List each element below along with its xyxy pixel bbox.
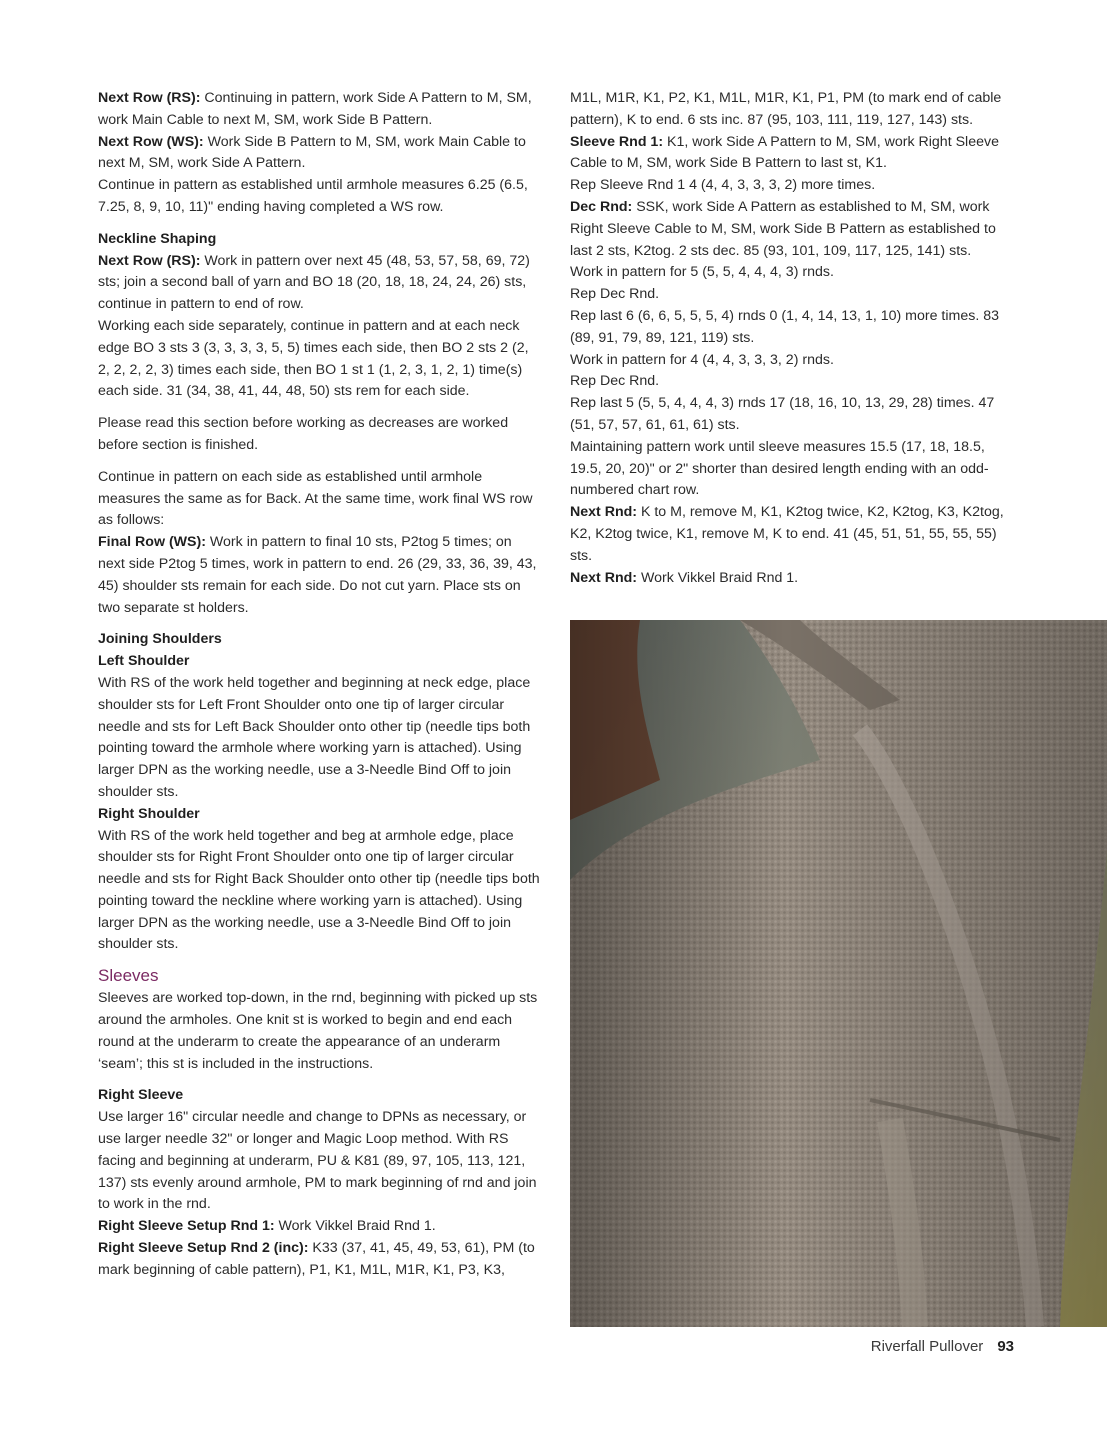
paragraph: Sleeves are worked top-down, in the rnd, beginning with picked up sts around the armholes. One knit st is worked to begin and end each round at the underarm to create the appearance of an underarm ‘seam’; this st is included in the instructions.: [98, 990, 538, 1072]
section-heading: Neckline Shaping: [98, 230, 217, 247]
page-footer: [871, 1338, 1014, 1355]
page-number: 93: [997, 1338, 1014, 1355]
paragraph: Please read this section before working as decreases are worked before section is finished.: [98, 415, 509, 453]
paragraph: Sleeve Rnd 1: K1, work Side A Pattern to M, SM, work Right Sleeve Cable to M, SM, work Side B Pattern to last st, K1.: [570, 133, 999, 172]
paragraph: Next Rnd: Work Vikkel Braid Rnd 1.: [570, 569, 799, 586]
paragraph: Rep Sleeve Rnd 1 4 (4, 4, 3, 3, 3, 2) more times.: [570, 177, 876, 194]
paragraph: Maintaining pattern work until sleeve measures 15.5 (17, 18, 18.5, 19.5, 20, 20)" or 2" shorter than desired length ending with an odd-numbered chart row.: [570, 438, 989, 499]
footer-title: Riverfall Pullover: [870, 1338, 984, 1355]
paragraph: Next Row (RS): Work in pattern over next 45 (48, 53, 57, 58, 69, 72) sts; join a second ball of yarn and BO 18 (20, 18, 18, 24, 24, 26) sts, continue in pattern to end of row.: [98, 252, 530, 313]
left-column: [98, 88, 540, 1282]
paragraph: Work in pattern for 5 (5, 5, 4, 4, 4, 3) rnds.: [570, 264, 834, 281]
paragraph: Next Rnd: K to M, remove M, K1, K2tog twice, K2, K2tog, K3, K2tog, K2, K2tog twice, K1, remove M, K to end. 41 (45, 51, 51, 55, 55, 55) sts.: [570, 504, 1004, 564]
sweater-illustration: [570, 620, 1107, 1327]
paragraph: Continue in pattern as established until armhole measures 6.25 (6.5, 7.25, 8, 9, 10, 11)" ending having completed a WS row.: [98, 177, 528, 215]
paragraph: Next Row (RS): Continuing in pattern, work Side A Pattern to M, SM, work Main Cable to next M, SM, work Side B Pattern.: [98, 90, 532, 128]
paragraph: Working each side separately, continue in pattern and at each neck edge BO 3 sts 3 (3, 3, 3, 3, 5, 5) times each side, then BO 2 sts 2 (2, 2, 2, 2, 2, 3) times each side, then BO 1 st 1 (1, 2, 3, 1, 2, 1) time(s) each side. 31 (34, 38, 41, 44, 48, 50) sts rem for each side.: [98, 317, 529, 400]
section-heading: Left Shoulder: [98, 653, 190, 670]
right-column: [570, 88, 1010, 589]
paragraph: With RS of the work held together and beginning at neck edge, place shoulder sts for Left Front Shoulder onto one tip of larger circular needle and sts for Left Back Shoulder onto other tip (needle tips both pointing toward the armhole where working yarn is attached). Using larger DPN as the working needle, use a 3-Needle Bind Off to join shoulder sts.: [98, 674, 531, 800]
section-heading: Right Sleeve: [98, 1087, 184, 1104]
paragraph: Dec Rnd: SSK, work Side A Pattern as established to M, SM, work Right Sleeve Cable to M, SM, work Side B Pattern as established to last 2 sts, K2tog. 2 sts dec. 85 (93, 101, 109, 117, 125, 141) sts.: [570, 198, 996, 259]
paragraph: With RS of the work held together and beg at armhole edge, place shoulder sts for Right Front Shoulder onto one tip of larger circular needle and sts for Right Back Shoulder onto other tip (needle tips both pointing toward the neckline where working yarn is attached). Using larger DPN as the working needle, use a 3-Needle Bind Off to join shoulder sts.: [98, 827, 540, 953]
paragraph: Rep last 5 (5, 5, 4, 4, 4, 3) rnds 17 (18, 16, 10, 13, 29, 28) times. 47 (51, 57, 57, 61, 61, 61) sts.: [570, 395, 995, 433]
paragraph: Work in pattern for 4 (4, 4, 3, 3, 3, 2) rnds.: [570, 351, 834, 368]
paragraph: Rep Dec Rnd.: [570, 373, 660, 390]
sweater-photo: [570, 620, 1107, 1327]
paragraph: Right Sleeve Setup Rnd 1: Work Vikkel Braid Rnd 1.: [98, 1218, 436, 1235]
paragraph: M1L, M1R, K1, P2, K1, M1L, M1R, K1, P1, PM (to mark end of cable pattern), K to end. 6 sts inc. 87 (95, 103, 111, 119, 127, 143) sts.: [570, 90, 1002, 128]
paragraph: Next Row (WS): Work Side B Pattern to M, SM, work Main Cable to next M, SM, work Side A Pattern.: [98, 133, 526, 172]
paragraph: Right Sleeve Setup Rnd 2 (inc): K33 (37, 41, 45, 49, 53, 61), PM (to mark beginning of cable pattern), P1, K1, M1L, M1R, K1, P3, K3,: [98, 1240, 535, 1278]
paragraph: Use larger 16" circular needle and change to DPNs as necessary, or use larger needle 32" or longer and Magic Loop method. With RS facing and beginning at underarm, PU & K81 (89, 97, 105, 113, 121, 137) sts evenly around armhole, PM to mark beginning of rnd and join to work in the rnd.: [98, 1109, 537, 1213]
section-heading: Joining Shoulders: [98, 631, 222, 648]
section-heading: Right Shoulder: [98, 805, 200, 822]
section-title: Sleeves: [98, 966, 159, 986]
paragraph: Rep last 6 (6, 6, 5, 5, 5, 4) rnds 0 (1, 4, 14, 13, 1, 10) more times. 83 (89, 91, 79, 89, 121, 119) sts.: [570, 307, 999, 346]
paragraph: Rep Dec Rnd.: [570, 286, 660, 303]
paragraph: Continue in pattern on each side as established until armhole measures the same as for Back. At the same time, work final WS row as follows:: [98, 468, 533, 529]
paragraph: Final Row (WS): Work in pattern to final 10 sts, P2tog 5 times; on next side P2tog 5 times, work in pattern to end. 26 (29, 33, 36, 39, 43, 45) shoulder sts remain for each side. Do not cut yarn. Place sts on two separate st holders.: [98, 534, 537, 616]
